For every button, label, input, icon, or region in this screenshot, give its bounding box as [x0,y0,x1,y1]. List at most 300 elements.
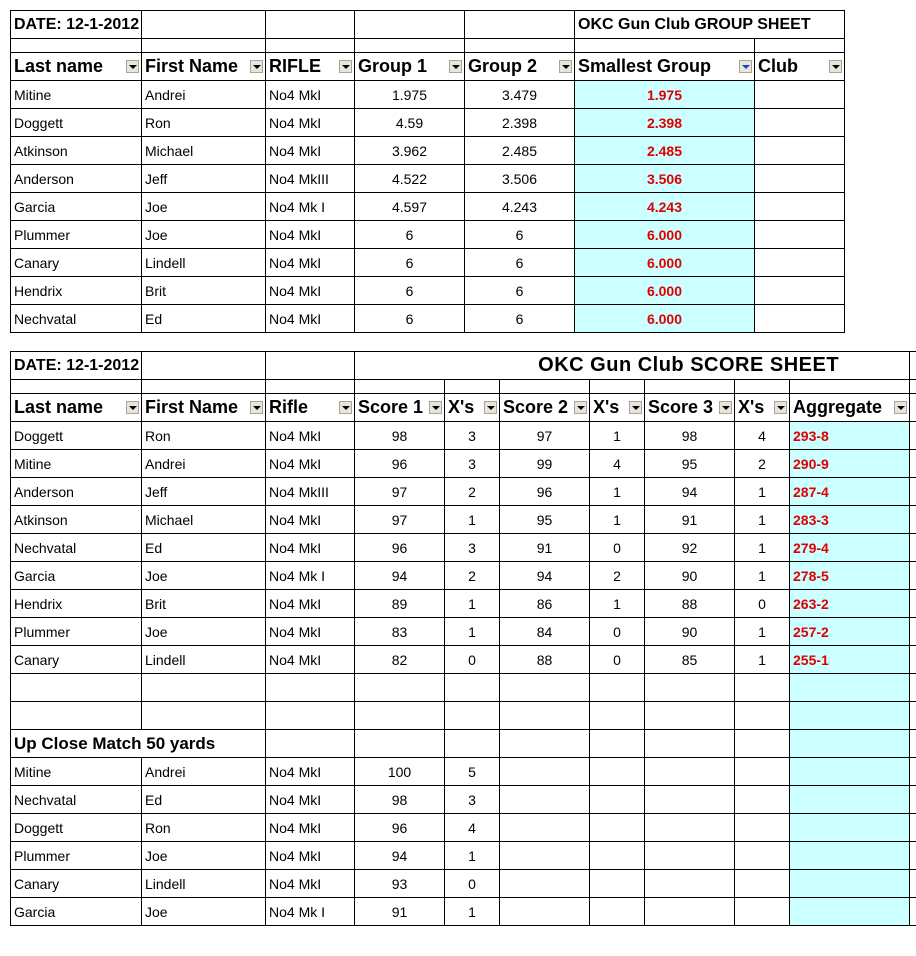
cell[interactable] [790,702,910,730]
score-cell[interactable]: 93 [355,870,445,898]
club-cell[interactable] [755,137,845,165]
cell[interactable] [790,786,910,814]
last-name-cell[interactable]: Plummer [11,618,142,646]
header-first-name[interactable] [142,53,266,81]
cell[interactable] [500,730,590,758]
rifle-cell[interactable]: No4 MkI [266,277,355,305]
cell[interactable] [500,870,590,898]
smallest-group-cell[interactable]: 4.243 [575,193,755,221]
last-name-cell[interactable]: Garcia [11,898,142,926]
filter-dropdown-icon[interactable] [339,401,352,414]
group-1-cell[interactable]: 6 [355,221,465,249]
cell[interactable] [755,39,845,53]
header-score-2[interactable] [500,394,590,422]
xs-cell[interactable]: 1 [445,898,500,926]
club-cell[interactable] [755,221,845,249]
cell[interactable] [11,674,142,702]
cell[interactable] [266,39,355,53]
header-rifle[interactable] [266,53,355,81]
group-2-cell[interactable]: 4.243 [465,193,575,221]
rifle-cell[interactable]: No4 MkI [266,814,355,842]
aggregate-cell[interactable]: 290-9 [790,450,910,478]
cell[interactable] [590,674,645,702]
cell[interactable] [500,898,590,926]
aggregate-cell[interactable]: 283-3 [790,506,910,534]
first-name-cell[interactable]: Brit [142,590,266,618]
xs-3-cell[interactable]: 1 [735,618,790,646]
group-2-cell[interactable]: 3.506 [465,165,575,193]
filter-dropdown-icon[interactable] [559,60,572,73]
cell[interactable] [355,702,445,730]
cell[interactable] [910,506,916,534]
xs-cell[interactable]: 3 [445,786,500,814]
first-name-cell[interactable]: Joe [142,221,266,249]
cell[interactable] [142,380,266,394]
rifle-cell[interactable]: No4 Mk I [266,562,355,590]
cell[interactable] [355,380,445,394]
cell[interactable] [500,842,590,870]
score-1-cell[interactable]: 97 [355,478,445,506]
rifle-cell[interactable]: No4 MkI [266,842,355,870]
filter-dropdown-icon[interactable] [250,60,263,73]
last-name-cell[interactable]: Nechvatal [11,786,142,814]
cell[interactable] [500,814,590,842]
cell[interactable] [645,674,735,702]
rifle-cell[interactable]: No4 MkIII [266,478,355,506]
filter-dropdown-icon[interactable] [894,401,907,414]
xs-3-cell[interactable]: 4 [735,422,790,450]
first-name-cell[interactable]: Lindell [142,870,266,898]
header-score-1[interactable] [355,394,445,422]
filter-dropdown-icon[interactable] [126,60,139,73]
smallest-group-cell[interactable]: 6.000 [575,305,755,333]
xs-1-cell[interactable]: 3 [445,422,500,450]
group-1-cell[interactable]: 4.522 [355,165,465,193]
xs-cell[interactable]: 4 [445,814,500,842]
xs-1-cell[interactable]: 3 [445,534,500,562]
score-1-cell[interactable]: 97 [355,506,445,534]
cell[interactable] [645,730,735,758]
group-1-cell[interactable]: 3.962 [355,137,465,165]
first-name-cell[interactable]: Ed [142,786,266,814]
score-3-cell[interactable]: 90 [645,618,735,646]
last-name-cell[interactable]: Canary [11,249,142,277]
cell[interactable] [790,730,910,758]
cell[interactable] [790,898,910,926]
xs-1-cell[interactable]: 2 [445,562,500,590]
header-rifle[interactable] [266,394,355,422]
cell[interactable] [500,380,590,394]
group-1-cell[interactable]: 6 [355,249,465,277]
rifle-cell[interactable]: No4 MkI [266,618,355,646]
xs-2-cell[interactable]: 2 [590,562,645,590]
xs-2-cell[interactable]: 0 [590,534,645,562]
score-2-cell[interactable]: 86 [500,590,590,618]
first-name-cell[interactable]: Ron [142,109,266,137]
xs-1-cell[interactable]: 1 [445,506,500,534]
filter-dropdown-icon[interactable] [629,401,642,414]
first-name-cell[interactable]: Andrei [142,758,266,786]
cell[interactable] [910,814,916,842]
cell[interactable] [910,534,916,562]
cell[interactable] [645,786,735,814]
rifle-cell[interactable]: No4 MkI [266,81,355,109]
first-name-cell[interactable]: Michael [142,137,266,165]
filter-dropdown-icon[interactable] [339,60,352,73]
cell[interactable] [910,842,916,870]
filter-dropdown-icon[interactable] [829,60,842,73]
up-close-title[interactable]: Up Close Match 50 yards [11,730,266,758]
cell[interactable] [735,380,790,394]
cell[interactable] [355,11,465,39]
xs-2-cell[interactable]: 1 [590,422,645,450]
cell[interactable] [910,898,916,926]
cell[interactable] [645,380,735,394]
club-cell[interactable] [755,277,845,305]
group-1-cell[interactable]: 1.975 [355,81,465,109]
xs-2-cell[interactable]: 0 [590,646,645,674]
xs-3-cell[interactable]: 1 [735,646,790,674]
smallest-group-cell[interactable]: 6.000 [575,221,755,249]
rifle-cell[interactable]: No4 MkI [266,450,355,478]
last-name-cell[interactable]: Canary [11,870,142,898]
cell[interactable] [735,786,790,814]
first-name-cell[interactable]: Ron [142,814,266,842]
club-cell[interactable] [755,81,845,109]
filter-dropdown-icon[interactable] [126,401,139,414]
cell[interactable] [575,39,755,53]
header-group-2[interactable] [465,53,575,81]
xs-1-cell[interactable]: 1 [445,618,500,646]
cell[interactable] [445,702,500,730]
group-2-cell[interactable]: 6 [465,277,575,305]
cell[interactable] [735,758,790,786]
cell[interactable] [735,702,790,730]
aggregate-cell[interactable]: 257-2 [790,618,910,646]
cell[interactable] [590,842,645,870]
cell[interactable] [790,674,910,702]
cell[interactable] [910,702,916,730]
last-name-cell[interactable]: Atkinson [11,506,142,534]
cell[interactable] [790,870,910,898]
header-xs-1[interactable] [445,394,500,422]
first-name-cell[interactable]: Jeff [142,478,266,506]
group-1-cell[interactable]: 6 [355,277,465,305]
cell[interactable] [910,758,916,786]
rifle-cell[interactable]: No4 MkI [266,305,355,333]
cell[interactable] [445,380,500,394]
rifle-cell[interactable]: No4 MkI [266,758,355,786]
filter-dropdown-icon[interactable] [484,401,497,414]
score-2-cell[interactable]: 91 [500,534,590,562]
last-name-cell[interactable]: Hendrix [11,590,142,618]
last-name-cell[interactable]: Plummer [11,842,142,870]
cell[interactable] [266,674,355,702]
score-2-cell[interactable]: 94 [500,562,590,590]
score-2-cell[interactable]: 88 [500,646,590,674]
score-cell[interactable]: 94 [355,842,445,870]
score-3-cell[interactable]: 85 [645,646,735,674]
group-2-cell[interactable]: 3.479 [465,81,575,109]
cell[interactable] [445,674,500,702]
last-name-cell[interactable]: Plummer [11,221,142,249]
xs-2-cell[interactable]: 1 [590,478,645,506]
first-name-cell[interactable]: Joe [142,842,266,870]
cell[interactable] [266,702,355,730]
cell[interactable] [11,702,142,730]
last-name-cell[interactable]: Anderson [11,165,142,193]
header-group-1[interactable] [355,53,465,81]
cell[interactable] [590,702,645,730]
cell[interactable] [735,730,790,758]
cell[interactable] [735,814,790,842]
rifle-cell[interactable]: No4 Mk I [266,193,355,221]
score-3-cell[interactable]: 91 [645,506,735,534]
filter-dropdown-icon[interactable] [250,401,263,414]
last-name-cell[interactable]: Anderson [11,478,142,506]
cell[interactable] [790,758,910,786]
xs-3-cell[interactable]: 1 [735,506,790,534]
first-name-cell[interactable]: Ron [142,422,266,450]
rifle-cell[interactable]: No4 MkI [266,422,355,450]
aggregate-cell[interactable]: 263-2 [790,590,910,618]
xs-2-cell[interactable]: 1 [590,506,645,534]
cell[interactable] [910,590,916,618]
cell[interactable] [590,380,645,394]
cell[interactable] [142,702,266,730]
cell[interactable] [910,870,916,898]
xs-1-cell[interactable]: 1 [445,590,500,618]
filter-dropdown-icon[interactable] [574,401,587,414]
score-3-cell[interactable]: 95 [645,450,735,478]
cell[interactable] [266,11,355,39]
last-name-cell[interactable]: Nechvatal [11,534,142,562]
score-2-cell[interactable]: 96 [500,478,590,506]
rifle-cell[interactable]: No4 MkI [266,109,355,137]
group-2-cell[interactable]: 6 [465,249,575,277]
first-name-cell[interactable]: Lindell [142,249,266,277]
group-1-cell[interactable]: 4.59 [355,109,465,137]
xs-cell[interactable]: 1 [445,842,500,870]
rifle-cell[interactable]: No4 MkI [266,506,355,534]
group-2-cell[interactable]: 2.398 [465,109,575,137]
filter-dropdown-icon[interactable] [719,401,732,414]
header-xs-2[interactable] [590,394,645,422]
first-name-cell[interactable]: Ed [142,305,266,333]
cell[interactable] [266,380,355,394]
cell[interactable] [465,39,575,53]
smallest-group-cell[interactable]: 2.398 [575,109,755,137]
aggregate-cell[interactable]: 278-5 [790,562,910,590]
xs-3-cell[interactable]: 0 [735,590,790,618]
group-1-cell[interactable]: 6 [355,305,465,333]
xs-2-cell[interactable]: 1 [590,590,645,618]
smallest-group-cell[interactable]: 6.000 [575,249,755,277]
cell[interactable] [266,730,355,758]
first-name-cell[interactable]: Joe [142,618,266,646]
cell[interactable] [11,39,142,53]
first-name-cell[interactable]: Andrei [142,81,266,109]
filter-dropdown-icon[interactable] [429,401,442,414]
cell[interactable] [735,870,790,898]
cell[interactable] [590,898,645,926]
club-cell[interactable] [755,165,845,193]
filter-dropdown-icon[interactable] [449,60,462,73]
header-last-name[interactable] [11,53,142,81]
first-name-cell[interactable]: Brit [142,277,266,305]
cell[interactable] [500,758,590,786]
score-cell[interactable]: 100 [355,758,445,786]
first-name-cell[interactable]: Joe [142,562,266,590]
header-xs-3[interactable] [735,394,790,422]
last-name-cell[interactable]: Doggett [11,109,142,137]
cell[interactable] [590,786,645,814]
cell[interactable] [500,786,590,814]
score-1-cell[interactable]: 83 [355,618,445,646]
score-1-cell[interactable]: 94 [355,562,445,590]
cell[interactable] [645,814,735,842]
xs-1-cell[interactable]: 3 [445,450,500,478]
club-cell[interactable] [755,249,845,277]
first-name-cell[interactable]: Joe [142,898,266,926]
cell[interactable] [500,702,590,730]
header-smallest-group[interactable] [575,53,755,81]
score-sheet-title[interactable]: OKC Gun Club SCORE SHEET [355,352,910,380]
cell[interactable] [11,380,142,394]
cell[interactable] [790,842,910,870]
score-1-cell[interactable]: 82 [355,646,445,674]
cell[interactable] [910,450,916,478]
cell[interactable] [910,422,916,450]
filter-dropdown-icon[interactable] [774,401,787,414]
cell[interactable] [910,380,916,394]
header-aggregate[interactable] [790,394,910,422]
cell[interactable] [910,478,916,506]
cell[interactable] [445,730,500,758]
rifle-cell[interactable]: No4 MkI [266,534,355,562]
xs-cell[interactable]: 0 [445,870,500,898]
cell[interactable] [790,814,910,842]
club-cell[interactable] [755,109,845,137]
cell[interactable] [590,870,645,898]
cell[interactable] [645,898,735,926]
smallest-group-cell[interactable]: 6.000 [575,277,755,305]
header-last-name[interactable] [11,394,142,422]
rifle-cell[interactable]: No4 MkI [266,646,355,674]
cell[interactable] [355,39,465,53]
rifle-cell[interactable]: No4 MkI [266,249,355,277]
last-name-cell[interactable]: Mitine [11,81,142,109]
last-name-cell[interactable]: Canary [11,646,142,674]
aggregate-cell[interactable]: 287-4 [790,478,910,506]
group-1-cell[interactable]: 4.597 [355,193,465,221]
smallest-group-cell[interactable]: 3.506 [575,165,755,193]
last-name-cell[interactable]: Doggett [11,422,142,450]
xs-3-cell[interactable]: 1 [735,478,790,506]
score-3-cell[interactable]: 98 [645,422,735,450]
last-name-cell[interactable]: Mitine [11,758,142,786]
first-name-cell[interactable]: Michael [142,506,266,534]
cell[interactable] [735,898,790,926]
club-cell[interactable] [755,305,845,333]
first-name-cell[interactable]: Andrei [142,450,266,478]
group-2-cell[interactable]: 6 [465,305,575,333]
cell[interactable] [500,674,590,702]
score-2-cell[interactable]: 84 [500,618,590,646]
xs-2-cell[interactable]: 0 [590,618,645,646]
last-name-cell[interactable]: Mitine [11,450,142,478]
smallest-group-cell[interactable]: 1.975 [575,81,755,109]
score-2-cell[interactable]: 95 [500,506,590,534]
xs-3-cell[interactable]: 1 [735,534,790,562]
cell[interactable] [355,674,445,702]
cell[interactable] [735,674,790,702]
first-name-cell[interactable]: Ed [142,534,266,562]
score-date-cell[interactable]: DATE: 12-1-2012 [11,352,142,380]
header-score-3[interactable] [645,394,735,422]
last-name-cell[interactable]: Garcia [11,193,142,221]
aggregate-cell[interactable]: 255-1 [790,646,910,674]
rifle-cell[interactable]: No4 MkI [266,221,355,249]
cell[interactable] [645,758,735,786]
score-3-cell[interactable]: 90 [645,562,735,590]
cell[interactable] [790,380,910,394]
cell[interactable] [590,814,645,842]
rifle-cell[interactable]: No4 MkI [266,137,355,165]
group-2-cell[interactable]: 6 [465,221,575,249]
cell[interactable] [142,39,266,53]
cell[interactable] [910,730,916,758]
smallest-group-cell[interactable]: 2.485 [575,137,755,165]
score-cell[interactable]: 96 [355,814,445,842]
xs-1-cell[interactable]: 2 [445,478,500,506]
cell[interactable] [910,352,916,380]
score-3-cell[interactable]: 94 [645,478,735,506]
cell[interactable] [910,618,916,646]
cell[interactable] [590,758,645,786]
cell[interactable] [910,646,916,674]
score-1-cell[interactable]: 96 [355,450,445,478]
rifle-cell[interactable]: No4 MkI [266,590,355,618]
xs-3-cell[interactable]: 2 [735,450,790,478]
rifle-cell[interactable]: No4 MkI [266,786,355,814]
last-name-cell[interactable]: Garcia [11,562,142,590]
last-name-cell[interactable]: Nechvatal [11,305,142,333]
cell[interactable] [355,730,445,758]
cell[interactable] [142,674,266,702]
rifle-cell[interactable]: No4 MkIII [266,165,355,193]
last-name-cell[interactable]: Atkinson [11,137,142,165]
rifle-cell[interactable]: No4 MkI [266,870,355,898]
xs-cell[interactable]: 5 [445,758,500,786]
group-date-cell[interactable]: DATE: 12-1-2012 [11,11,142,39]
group-2-cell[interactable]: 2.485 [465,137,575,165]
first-name-cell[interactable]: Joe [142,193,266,221]
rifle-cell[interactable]: No4 Mk I [266,898,355,926]
xs-3-cell[interactable]: 1 [735,562,790,590]
cell[interactable] [645,870,735,898]
xs-1-cell[interactable]: 0 [445,646,500,674]
score-2-cell[interactable]: 99 [500,450,590,478]
cell[interactable] [735,842,790,870]
aggregate-cell[interactable]: 279-4 [790,534,910,562]
score-3-cell[interactable]: 88 [645,590,735,618]
cell[interactable] [645,842,735,870]
cell[interactable] [645,702,735,730]
cell[interactable] [910,786,916,814]
score-1-cell[interactable]: 89 [355,590,445,618]
first-name-cell[interactable]: Jeff [142,165,266,193]
